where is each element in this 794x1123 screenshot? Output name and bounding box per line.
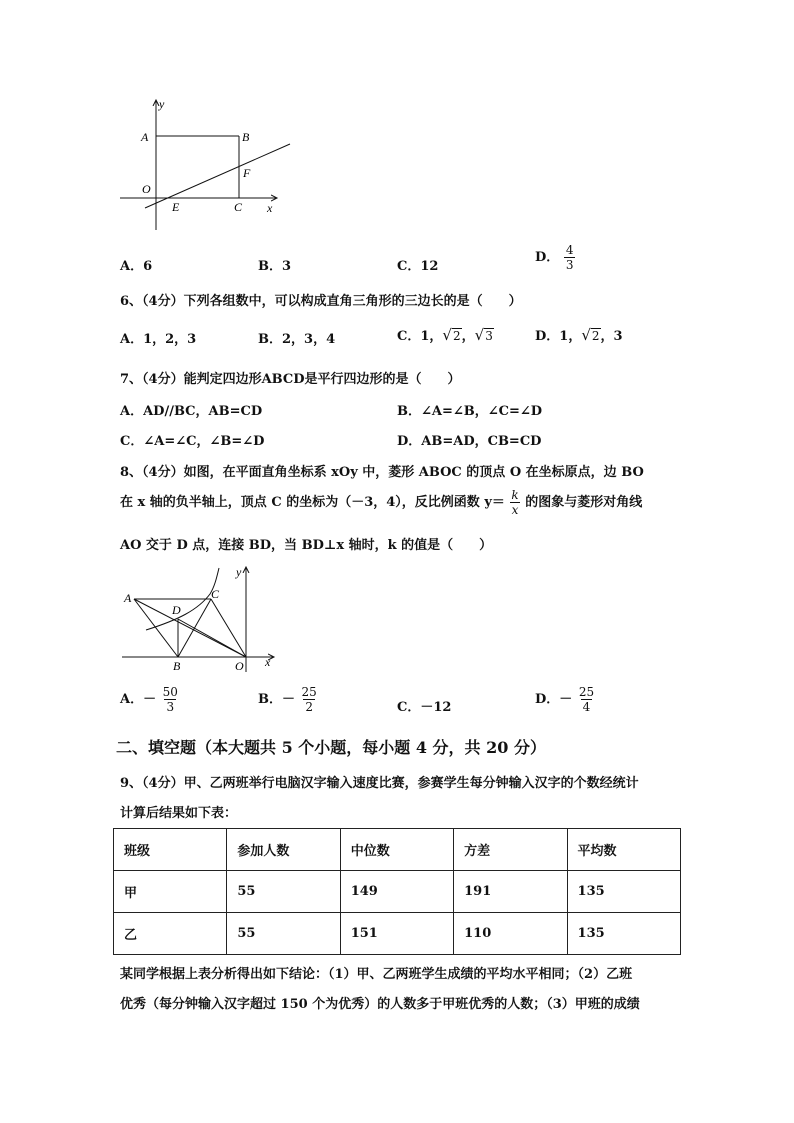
label-x: x	[267, 201, 273, 215]
q7-stem: 7、（4分）能判定四边形ABCD是平行四边形的是（ ）	[120, 372, 461, 387]
table-header-row	[114, 829, 681, 871]
q6-option-d[interactable]: D．1，√2，3	[535, 326, 623, 344]
q5-option-b[interactable]: B．3	[258, 259, 292, 274]
conclusion-line-2: 优秀（每分钟输入汉字超过 150 个为优秀）的人数多于甲班优秀的人数；（3）甲班的成绩	[120, 997, 640, 1012]
label-a: A	[124, 591, 132, 605]
label-b: B	[242, 130, 250, 144]
q7-option-d[interactable]: D．AB=AD，CB=CD	[397, 434, 542, 449]
label-x: x	[265, 655, 271, 669]
label-b: B	[173, 659, 181, 673]
table-header-cell: 方差	[454, 829, 567, 871]
sqrt-symbol: √3	[474, 326, 493, 344]
q7-option-c[interactable]: C．∠A=∠C，∠B=∠D	[120, 434, 265, 449]
q8-option-a[interactable]: A．－ $\frac{50}{3}$	[120, 685, 178, 714]
table-header-cell: 中位数	[340, 829, 453, 871]
q7-option-b[interactable]: B．∠A=∠B，∠C=∠D	[397, 404, 543, 419]
sqrt-symbol: √2	[442, 326, 461, 344]
label-y: y	[236, 565, 242, 579]
q5-option-d[interactable]: D． $\frac{4}{3}$	[535, 243, 574, 272]
label-e: E	[172, 200, 180, 214]
label-f: F	[243, 166, 251, 180]
table-cell: 135	[567, 871, 680, 913]
q8-line-3: AO 交于 D 点，连接 BD，当 BD⊥x 轴时，k 的值是（ ）	[120, 538, 493, 553]
table-cell: 甲	[114, 871, 227, 913]
table-header-cell: 平均数	[567, 829, 680, 871]
q9-line-2: 计算后结果如下表：	[120, 806, 238, 821]
q7-option-a[interactable]: A．AD//BC，AB=CD	[120, 404, 263, 419]
q6-stem: 6、（4分）下列各组数中，可以构成直角三角形的三边长的是（ ）	[120, 294, 522, 309]
fraction: $\frac{25}{4}$	[578, 685, 595, 714]
segment-d-o	[178, 619, 246, 657]
q8-option-b[interactable]: B．－ $\frac{25}{2}$	[258, 685, 317, 714]
fraction: $\frac{4}{3}$	[565, 243, 574, 272]
fraction-k-over-x: $\frac{k}{x}$	[511, 488, 519, 517]
table-header-cell: 参加人数	[227, 829, 340, 871]
label-a: A	[141, 130, 149, 144]
q6-option-a[interactable]: A．1，2，3	[120, 332, 197, 347]
q8-option-c[interactable]: C．－12	[397, 700, 452, 715]
table-cell: 110	[454, 913, 567, 955]
table-cell: 55	[227, 913, 340, 955]
table-cell: 55	[227, 871, 340, 913]
label-c: C	[211, 587, 220, 601]
q9-line-1: 9、（4分）甲、乙两班举行电脑汉字输入速度比赛，参赛学生每分钟输入汉字的个数经统计	[120, 776, 639, 791]
figure-rhombus-hyperbola	[118, 562, 283, 674]
q6-option-b[interactable]: B．2，3，4	[258, 332, 336, 347]
section-title: 二、填空题（本大题共 5 个小题，每小题 4 分，共 20 分）	[116, 738, 546, 757]
table-cell: 191	[454, 871, 567, 913]
table-row	[114, 871, 681, 913]
label-y: y	[159, 97, 165, 111]
label-c: C	[234, 200, 243, 214]
q5-option-a[interactable]: A．6	[120, 259, 153, 274]
conclusion-line-1: 某同学根据上表分析得出如下结论：（1）甲、乙两班学生成绩的平均水平相同；（2）乙班	[120, 967, 633, 982]
q5-option-c[interactable]: C．12	[397, 259, 439, 274]
q8-option-d[interactable]: D．－ $\frac{25}{4}$	[535, 685, 595, 714]
fraction: $\frac{25}{2}$	[301, 685, 317, 714]
figure-rectangle-line	[115, 95, 305, 235]
fraction: $\frac{50}{3}$	[162, 685, 178, 714]
table-cell: 149	[340, 871, 453, 913]
table-cell: 151	[340, 913, 453, 955]
sqrt-symbol: √2	[581, 326, 600, 344]
label-d: D	[172, 603, 181, 617]
score-table	[113, 828, 681, 955]
q6-option-c[interactable]: C．1，√2，√3	[397, 326, 493, 344]
table-cell: 135	[567, 913, 680, 955]
q8-line-1: 8、（4分）如图，在平面直角坐标系 xOy 中，菱形 ABOC 的顶点 O 在坐标原点，边 BO	[120, 465, 644, 480]
q8-line-2: 在 x 轴的负半轴上，顶点 C 的坐标为（－3，4），反比例函数 y＝ $\frac{k}{x}$ 的图象与菱形对角线	[120, 488, 643, 517]
label-o: O	[142, 182, 151, 196]
table-cell: 乙	[114, 913, 227, 955]
table-header-cell: 班级	[114, 829, 227, 871]
table-row	[114, 913, 681, 955]
label-o: O	[235, 659, 244, 673]
